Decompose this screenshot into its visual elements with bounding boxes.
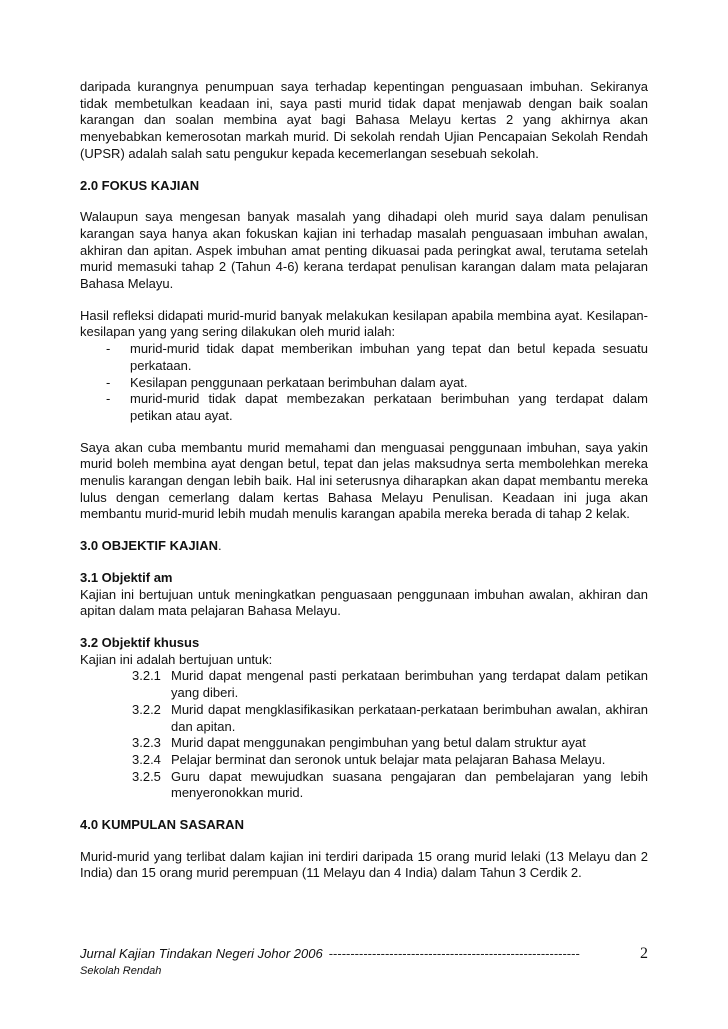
- section-2-heading: 2.0 FOKUS KAJIAN: [80, 177, 200, 193]
- list-item-text: Kesilapan penggunaan perkataan berimbuhan dalam ayat.: [130, 374, 468, 390]
- subsection-3-1-paragraph: Kajian ini bertujuan untuk meningkatkan penguasaan penggunaan imbuhan awalan, akhiran dan apitan dalam mata pelajaran Bahasa Melayu.: [80, 586, 648, 619]
- list-item: [80, 341, 648, 374]
- objective-item: [80, 668, 648, 701]
- objective-text: Murid dapat mengklasifikasikan perkataan-perkataan berimbuhan awalan, akhiran dan apitan.: [171, 701, 648, 734]
- problem-list: [80, 341, 648, 425]
- section-3-heading-text: 3.0 OBJEKTIF KAJIAN: [80, 538, 218, 554]
- objective-item: [80, 769, 648, 802]
- document-body: [80, 79, 648, 882]
- objective-number: 3.2.2: [132, 701, 161, 717]
- subsection-3-2-intro: Kajian ini adalah bertujuan untuk:: [80, 651, 273, 667]
- section-2-paragraph-1: Walaupun saya mengesan banyak masalah yang dihadapi oleh murid saya dalam penulisan karangan saya hanya akan fokuskan kajian ini terhadap masalah penguasaan imbuhan awalan, akhiran dan apitan. Aspek imbuhan amat penting dikuasai pada peringkat awal, terutama setelah murid memasuki tahap 2 (Tahun 4-6) kerana terdapat penulisan karangan dalam mata pelajaran Bahasa Melayu.: [80, 209, 648, 292]
- objective-item: [80, 752, 648, 769]
- list-item: [80, 391, 648, 424]
- section-2-paragraph-2: Hasil refleksi didapati murid-murid banyak melakukan kesilapan apabila membina ayat. Kesilapan-kesilapan yang yang sering dilakukan oleh murid ialah:: [80, 307, 648, 340]
- objective-number: 3.2.5: [132, 768, 161, 784]
- objective-number: 3.2.4: [132, 751, 161, 767]
- footer-dash-rule: ----------------------------------------------------------: [328, 946, 580, 961]
- dash-bullet: -: [106, 374, 111, 390]
- school-level: Sekolah Rendah: [80, 965, 162, 977]
- dash-bullet: -: [106, 341, 111, 357]
- dash-bullet: -: [106, 391, 111, 407]
- objective-text: Pelajar berminat dan seronok untuk belajar mata pelajaran Bahasa Melayu.: [171, 751, 606, 767]
- objective-text: Murid dapat menggunakan pengimbuhan yang betul dalam struktur ayat: [171, 735, 586, 751]
- objective-text: Guru dapat mewujudkan suasana pengajaran dan pembelajaran yang lebih menyeronokkan murid.: [171, 768, 648, 801]
- list-item-text: murid-murid tidak dapat membezakan perkataan berimbuhan yang terdapat dalam petikan atau ayat.: [130, 391, 648, 423]
- objective-number: 3.2.3: [132, 735, 161, 751]
- intro-paragraph: daripada kurangnya penumpuan saya terhadap kepentingan penguasaan imbuhan. Sekiranya tidak membetulkan keadaan ini, saya pasti murid tidak dapat menjawab dengan baik soalan karangan dan soalan membina ayat bagi Bahasa Melayu kertas 2 yang akhirnya akan menyebabkan kemerosotan markah murid. Di sekolah rendah Ujian Pencapaian Sekolah Rendah (UPSR) adalah salah satu pengukur kepada kecemerlangan sesebuah sekolah.: [80, 79, 648, 161]
- objective-number: 3.2.1: [132, 668, 161, 684]
- objective-item: [80, 735, 648, 752]
- journal-title: Jurnal Kajian Tindakan Negeri Johor 2006: [80, 946, 323, 961]
- section-2-paragraph-3: Saya akan cuba membantu murid memahami dan menguasai penggunaan imbuhan, saya yakin murid boleh membina ayat dengan betul, tepat dan jelas maksudnya serta membolehkan mereka menulis karangan dengan lebih baik. Hal ini seterusnya diharapkan akan dapat membantu mereka lulus dengan cemerlang dalam kertas Bahasa Melayu Penulisan. Keadaan ini juga akan membantu murid-murid lebih mudah menulis karangan apabila mereka berada di tahap 2 kelak.: [80, 439, 648, 522]
- section-4-paragraph: Murid-murid yang terlibat dalam kajian ini terdiri daripada 15 orang murid lelaki (13 Melayu dan 2 India) dan 15 orang murid perempuan (11 Melayu dan 4 India) dalam Tahun 3 Cerdik 2.: [80, 848, 648, 881]
- objective-item: [80, 702, 648, 735]
- section-3-heading-dot: .: [217, 538, 222, 554]
- list-item: [80, 375, 648, 392]
- page-footer: [80, 945, 648, 977]
- specific-objectives-list: [80, 668, 648, 802]
- footer-line: [80, 945, 648, 963]
- section-3-heading: [80, 538, 648, 555]
- subsection-3-1-heading: 3.1 Objektif am: [80, 569, 173, 585]
- list-item-text: murid-murid tidak dapat memberikan imbuhan yang tepat dan betul kepada sesuatu perkataan.: [130, 341, 648, 373]
- subsection-3-2-heading: 3.2 Objektif khusus: [80, 634, 200, 650]
- section-4-heading: 4.0 KUMPULAN SASARAN: [80, 817, 244, 833]
- objective-text: Murid dapat mengenal pasti perkataan berimbuhan yang terdapat dalam petikan yang diberi.: [171, 668, 648, 701]
- page-number: 2: [640, 945, 648, 962]
